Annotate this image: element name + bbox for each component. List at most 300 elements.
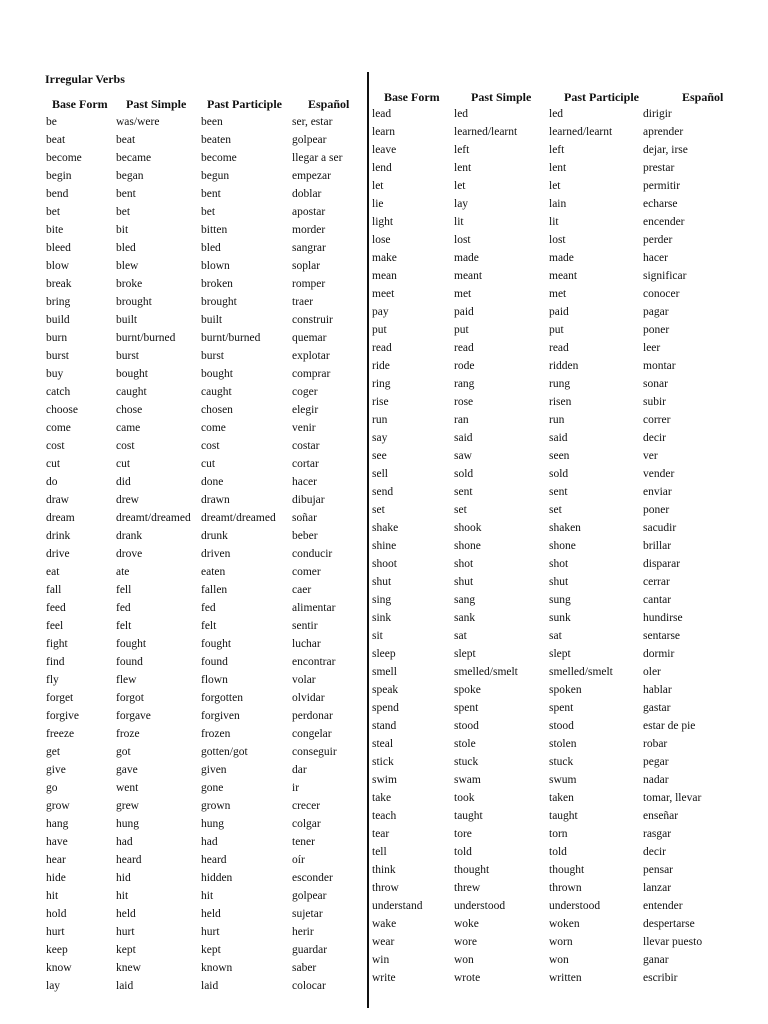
spanish-cell: guardar [292, 944, 328, 956]
past-participle-cell: bitten [201, 224, 228, 236]
past-simple-cell: stuck [454, 756, 479, 768]
past-simple-cell: wore [454, 936, 477, 948]
past-simple-cell: sold [454, 468, 474, 480]
verb-row [372, 573, 728, 591]
past-participle-cell: brought [201, 296, 237, 308]
past-simple-cell: fed [116, 602, 131, 614]
base-form-cell: bleed [46, 242, 71, 254]
spanish-cell: montar [643, 360, 676, 372]
spanish-cell: conducir [292, 548, 333, 560]
spanish-cell: herir [292, 926, 314, 938]
spanish-cell: oír [292, 854, 305, 866]
verb-row [46, 581, 372, 599]
verb-row [372, 879, 728, 897]
base-form-cell: swim [372, 774, 397, 786]
right-verb-table [372, 105, 728, 987]
past-participle-cell: met [549, 288, 567, 300]
past-simple-cell: came [116, 422, 141, 434]
spanish-cell: pensar [643, 864, 674, 876]
base-form-cell: feel [46, 620, 64, 632]
past-participle-cell: stuck [549, 756, 574, 768]
past-simple-cell: burst [116, 350, 139, 362]
spanish-cell: significar [643, 270, 687, 282]
past-participle-cell: set [549, 504, 562, 516]
right-header-base-form: Base Form [384, 90, 440, 104]
verb-row [46, 527, 372, 545]
past-participle-cell: swum [549, 774, 577, 786]
past-participle-cell: shaken [549, 522, 581, 534]
past-simple-cell: said [454, 432, 473, 444]
spanish-cell: comprar [292, 368, 331, 380]
base-form-cell: hold [46, 908, 67, 920]
past-simple-cell: beat [116, 134, 136, 146]
spanish-cell: elegir [292, 404, 319, 416]
past-participle-cell: put [549, 324, 564, 336]
spanish-cell: ir [292, 782, 300, 794]
spanish-cell: rasgar [643, 828, 672, 840]
past-simple-cell: shot [454, 558, 474, 570]
past-participle-cell: lost [549, 234, 566, 246]
past-participle-cell: found [201, 656, 228, 668]
base-form-cell: bring [46, 296, 71, 308]
past-simple-cell: rang [454, 378, 475, 390]
past-simple-cell: fought [116, 638, 147, 650]
past-simple-cell: tore [454, 828, 472, 840]
base-form-cell: put [372, 324, 387, 336]
past-participle-cell: forgiven [201, 710, 240, 722]
verb-row [46, 671, 372, 689]
past-simple-cell: let [454, 180, 466, 192]
verb-row [46, 185, 372, 203]
base-form-cell: find [46, 656, 65, 668]
verb-row [372, 195, 728, 213]
base-form-cell: learn [372, 126, 395, 138]
base-form-cell: shake [372, 522, 399, 534]
past-participle-cell: won [549, 954, 569, 966]
past-simple-cell: took [454, 792, 475, 804]
past-participle-cell: known [201, 962, 233, 974]
past-simple-cell: cut [116, 458, 131, 470]
base-form-cell: bite [46, 224, 64, 236]
past-participle-cell: worn [549, 936, 573, 948]
verb-row [46, 887, 372, 905]
past-simple-cell: hit [116, 890, 129, 902]
past-simple-cell: shone [454, 540, 481, 552]
base-form-cell: set [372, 504, 385, 516]
spanish-cell: hundirse [643, 612, 683, 624]
spanish-cell: enseñar [643, 810, 679, 822]
past-participle-cell: woken [549, 918, 580, 930]
past-simple-cell: cost [116, 440, 135, 452]
spanish-cell: estar de pie [643, 720, 696, 732]
base-form-cell: choose [46, 404, 78, 416]
past-simple-cell: sank [454, 612, 476, 624]
past-simple-cell: meant [454, 270, 483, 282]
verb-row [372, 645, 728, 663]
spanish-cell: brillar [643, 540, 672, 552]
base-form-cell: speak [372, 684, 399, 696]
verb-row [372, 807, 728, 825]
base-form-cell: fall [46, 584, 62, 596]
past-participle-cell: lit [549, 216, 559, 228]
verb-row [46, 743, 372, 761]
past-simple-cell: hung [116, 818, 139, 830]
base-form-cell: bend [46, 188, 69, 200]
verb-row [372, 627, 728, 645]
past-participle-cell: drawn [201, 494, 230, 506]
past-simple-cell: drew [116, 494, 139, 506]
verb-row [46, 455, 372, 473]
past-simple-cell: understood [454, 900, 506, 912]
spanish-cell: cortar [292, 458, 319, 470]
verb-row [372, 861, 728, 879]
spanish-cell: beber [292, 530, 318, 542]
past-simple-cell: lent [454, 162, 472, 174]
verb-row [46, 113, 372, 131]
verb-row [46, 167, 372, 185]
base-form-cell: win [372, 954, 390, 966]
verb-row [372, 231, 728, 249]
past-participle-cell: shut [549, 576, 569, 588]
past-simple-cell: burnt/burned [116, 332, 176, 344]
past-simple-cell: caught [116, 386, 147, 398]
past-simple-cell: swam [454, 774, 481, 786]
spanish-cell: pagar [643, 306, 669, 318]
verb-row [372, 321, 728, 339]
past-participle-cell: hidden [201, 872, 233, 884]
spanish-cell: conseguir [292, 746, 337, 758]
verb-row [372, 519, 728, 537]
spanish-cell: golpear [292, 134, 327, 146]
base-form-cell: tear [372, 828, 390, 840]
left-header-past-participle: Past Participle [207, 97, 282, 111]
verb-row [372, 393, 728, 411]
past-participle-cell: fallen [201, 584, 228, 596]
past-participle-cell: let [549, 180, 561, 192]
past-participle-cell: come [201, 422, 226, 434]
past-participle-cell: hurt [201, 926, 220, 938]
past-simple-cell: threw [454, 882, 481, 894]
past-participle-cell: spent [549, 702, 574, 714]
past-simple-cell: knew [116, 962, 141, 974]
past-participle-cell: shone [549, 540, 576, 552]
past-participle-cell: flown [201, 674, 228, 686]
spanish-cell: sangrar [292, 242, 326, 254]
past-participle-cell: become [201, 152, 237, 164]
verb-row [46, 797, 372, 815]
base-form-cell: understand [372, 900, 423, 912]
base-form-cell: become [46, 152, 82, 164]
past-simple-cell: did [116, 476, 131, 488]
past-simple-cell: got [116, 746, 131, 758]
spanish-cell: escribir [643, 972, 678, 984]
verb-row [46, 725, 372, 743]
right-header-past-participle: Past Participle [564, 90, 639, 104]
past-participle-cell: gotten/got [201, 746, 248, 758]
spanish-cell: explotar [292, 350, 330, 362]
left-header-base-form: Base Form [52, 97, 108, 111]
base-form-cell: build [46, 314, 70, 326]
verb-row [372, 483, 728, 501]
verb-row [372, 717, 728, 735]
past-simple-cell: bent [116, 188, 136, 200]
base-form-cell: break [46, 278, 72, 290]
verb-row [46, 383, 372, 401]
spanish-cell: nadar [643, 774, 669, 786]
past-participle-cell: led [549, 108, 564, 120]
base-form-cell: blow [46, 260, 69, 272]
verb-row [372, 663, 728, 681]
spanish-cell: gastar [643, 702, 671, 714]
base-form-cell: say [372, 432, 388, 444]
spanish-cell: prestar [643, 162, 675, 174]
base-form-cell: make [372, 252, 397, 264]
past-participle-cell: hit [201, 890, 214, 902]
verb-row [46, 959, 372, 977]
past-simple-cell: wrote [454, 972, 481, 984]
spanish-cell: poner [643, 324, 670, 336]
past-simple-cell: spoke [454, 684, 481, 696]
spanish-cell: congelar [292, 728, 332, 740]
base-form-cell: forgive [46, 710, 80, 722]
past-simple-cell: lost [454, 234, 471, 246]
spanish-cell: oler [643, 666, 661, 678]
base-form-cell: hang [46, 818, 69, 830]
past-participle-cell: built [201, 314, 223, 326]
spanish-cell: sentir [292, 620, 318, 632]
spanish-cell: colocar [292, 980, 326, 992]
past-participle-cell: stolen [549, 738, 577, 750]
verb-row [46, 149, 372, 167]
base-form-cell: sink [372, 612, 392, 624]
verb-row [46, 401, 372, 419]
base-form-cell: throw [372, 882, 399, 894]
verb-row [46, 329, 372, 347]
verb-row [372, 249, 728, 267]
verb-row [372, 753, 728, 771]
spanish-cell: ver [643, 450, 658, 462]
spanish-cell: correr [643, 414, 671, 426]
spanish-cell: llegar a ser [292, 152, 343, 164]
verb-row [372, 465, 728, 483]
past-participle-cell: risen [549, 396, 572, 408]
verb-row [46, 779, 372, 797]
past-participle-cell: smelled/smelt [549, 666, 613, 678]
left-header-spanish: Español [308, 97, 350, 111]
past-participle-cell: thrown [549, 882, 582, 894]
spanish-cell: permitir [643, 180, 681, 192]
base-form-cell: forget [46, 692, 74, 704]
base-form-cell: shine [372, 540, 397, 552]
past-simple-cell: had [116, 836, 133, 848]
base-form-cell: shoot [372, 558, 397, 570]
verb-row [46, 311, 372, 329]
past-simple-cell: brought [116, 296, 152, 308]
base-form-cell: shut [372, 576, 392, 588]
verb-row [46, 833, 372, 851]
past-simple-cell: chose [116, 404, 143, 416]
verb-row [46, 203, 372, 221]
past-simple-cell: broke [116, 278, 143, 290]
past-participle-cell: hung [201, 818, 224, 830]
past-simple-cell: stood [454, 720, 479, 732]
verb-row [372, 681, 728, 699]
verb-row [46, 653, 372, 671]
past-participle-cell: blown [201, 260, 230, 272]
past-participle-cell: made [549, 252, 574, 264]
verb-row [46, 851, 372, 869]
spanish-cell: tomar, llevar [643, 792, 702, 804]
past-participle-cell: frozen [201, 728, 231, 740]
past-simple-cell: read [454, 342, 474, 354]
past-simple-cell: went [116, 782, 139, 794]
base-form-cell: spend [372, 702, 399, 714]
base-form-cell: pay [372, 306, 389, 318]
verb-row [372, 339, 728, 357]
verb-row [46, 617, 372, 635]
past-simple-cell: spent [454, 702, 479, 714]
verb-row [372, 375, 728, 393]
spanish-cell: llevar puesto [643, 936, 703, 948]
verb-row [372, 447, 728, 465]
past-participle-cell: ridden [549, 360, 579, 372]
past-participle-cell: said [549, 432, 568, 444]
base-form-cell: drive [46, 548, 70, 560]
base-form-cell: light [372, 216, 394, 228]
verb-row [372, 105, 728, 123]
verb-row [46, 977, 372, 995]
past-participle-cell: paid [549, 306, 569, 318]
verb-row [372, 429, 728, 447]
verb-row [46, 275, 372, 293]
past-simple-cell: sat [454, 630, 467, 642]
past-simple-cell: ran [454, 414, 469, 426]
base-form-cell: ring [372, 378, 391, 390]
past-simple-cell: paid [454, 306, 474, 318]
spanish-cell: crecer [292, 800, 321, 812]
base-form-cell: feed [46, 602, 66, 614]
past-participle-cell: burnt/burned [201, 332, 261, 344]
base-form-cell: tell [372, 846, 387, 858]
base-form-cell: hide [46, 872, 66, 884]
verb-row [46, 491, 372, 509]
base-form-cell: get [46, 746, 61, 758]
past-simple-cell: sang [454, 594, 476, 606]
right-header-past-simple: Past Simple [471, 90, 532, 104]
past-participle-cell: fought [201, 638, 232, 650]
base-form-cell: hit [46, 890, 59, 902]
verb-row [372, 357, 728, 375]
past-participle-cell: sung [549, 594, 571, 606]
base-form-cell: stick [372, 756, 394, 768]
past-participle-cell: read [549, 342, 569, 354]
past-simple-cell: smelled/smelt [454, 666, 518, 678]
verb-row [372, 177, 728, 195]
spanish-cell: doblar [292, 188, 322, 200]
past-participle-cell: learned/learnt [549, 126, 613, 138]
spanish-cell: alimentar [292, 602, 336, 614]
past-participle-cell: told [549, 846, 567, 858]
past-simple-cell: slept [454, 648, 476, 660]
spanish-cell: construir [292, 314, 333, 326]
spanish-cell: encender [643, 216, 685, 228]
verb-row [46, 293, 372, 311]
spanish-cell: venir [292, 422, 316, 434]
verb-row [372, 159, 728, 177]
base-form-cell: smell [372, 666, 397, 678]
base-form-cell: sell [372, 468, 388, 480]
past-simple-cell: dreamt/dreamed [116, 512, 191, 524]
base-form-cell: eat [46, 566, 60, 578]
past-simple-cell: saw [454, 450, 472, 462]
past-simple-cell: rode [454, 360, 475, 372]
base-form-cell: begin [46, 170, 72, 182]
base-form-cell: draw [46, 494, 69, 506]
past-simple-cell: set [454, 504, 467, 516]
past-simple-cell: stole [454, 738, 476, 750]
past-participle-cell: slept [549, 648, 571, 660]
past-simple-cell: flew [116, 674, 137, 686]
past-participle-cell: been [201, 116, 223, 128]
base-form-cell: send [372, 486, 394, 498]
spanish-cell: enviar [643, 486, 672, 498]
verb-row [372, 843, 728, 861]
past-simple-cell: was/were [116, 116, 160, 128]
spanish-cell: vender [643, 468, 675, 480]
base-form-cell: come [46, 422, 71, 434]
past-simple-cell: bought [116, 368, 148, 380]
past-simple-cell: heard [116, 854, 142, 866]
past-participle-cell: burst [201, 350, 224, 362]
past-simple-cell: lit [454, 216, 464, 228]
spanish-cell: hacer [643, 252, 668, 264]
base-form-cell: be [46, 116, 57, 128]
past-participle-cell: bent [201, 188, 221, 200]
spanish-cell: sacudir [643, 522, 677, 534]
past-simple-cell: won [454, 954, 474, 966]
verb-row [372, 537, 728, 555]
verb-row [372, 771, 728, 789]
verb-row [46, 689, 372, 707]
base-form-cell: bet [46, 206, 61, 218]
base-form-cell: fight [46, 638, 68, 650]
spanish-cell: conocer [643, 288, 680, 300]
base-form-cell: lose [372, 234, 391, 246]
past-participle-cell: forgotten [201, 692, 243, 704]
spanish-cell: romper [292, 278, 326, 290]
base-form-cell: leave [372, 144, 397, 156]
spanish-cell: quemar [292, 332, 327, 344]
base-form-cell: wear [372, 936, 395, 948]
past-simple-cell: kept [116, 944, 136, 956]
verb-row [46, 869, 372, 887]
base-form-cell: freeze [46, 728, 75, 740]
base-form-cell: have [46, 836, 68, 848]
spanish-cell: traer [292, 296, 314, 308]
verb-row [372, 735, 728, 753]
past-participle-cell: thought [549, 864, 585, 876]
spanish-cell: dormir [643, 648, 675, 660]
base-form-cell: write [372, 972, 396, 984]
spanish-cell: volar [292, 674, 316, 686]
spanish-cell: decir [643, 846, 666, 858]
past-simple-cell: found [116, 656, 143, 668]
past-simple-cell: built [116, 314, 138, 326]
spanish-cell: dibujar [292, 494, 325, 506]
verb-row [46, 419, 372, 437]
spanish-cell: colgar [292, 818, 321, 830]
verb-row [46, 365, 372, 383]
